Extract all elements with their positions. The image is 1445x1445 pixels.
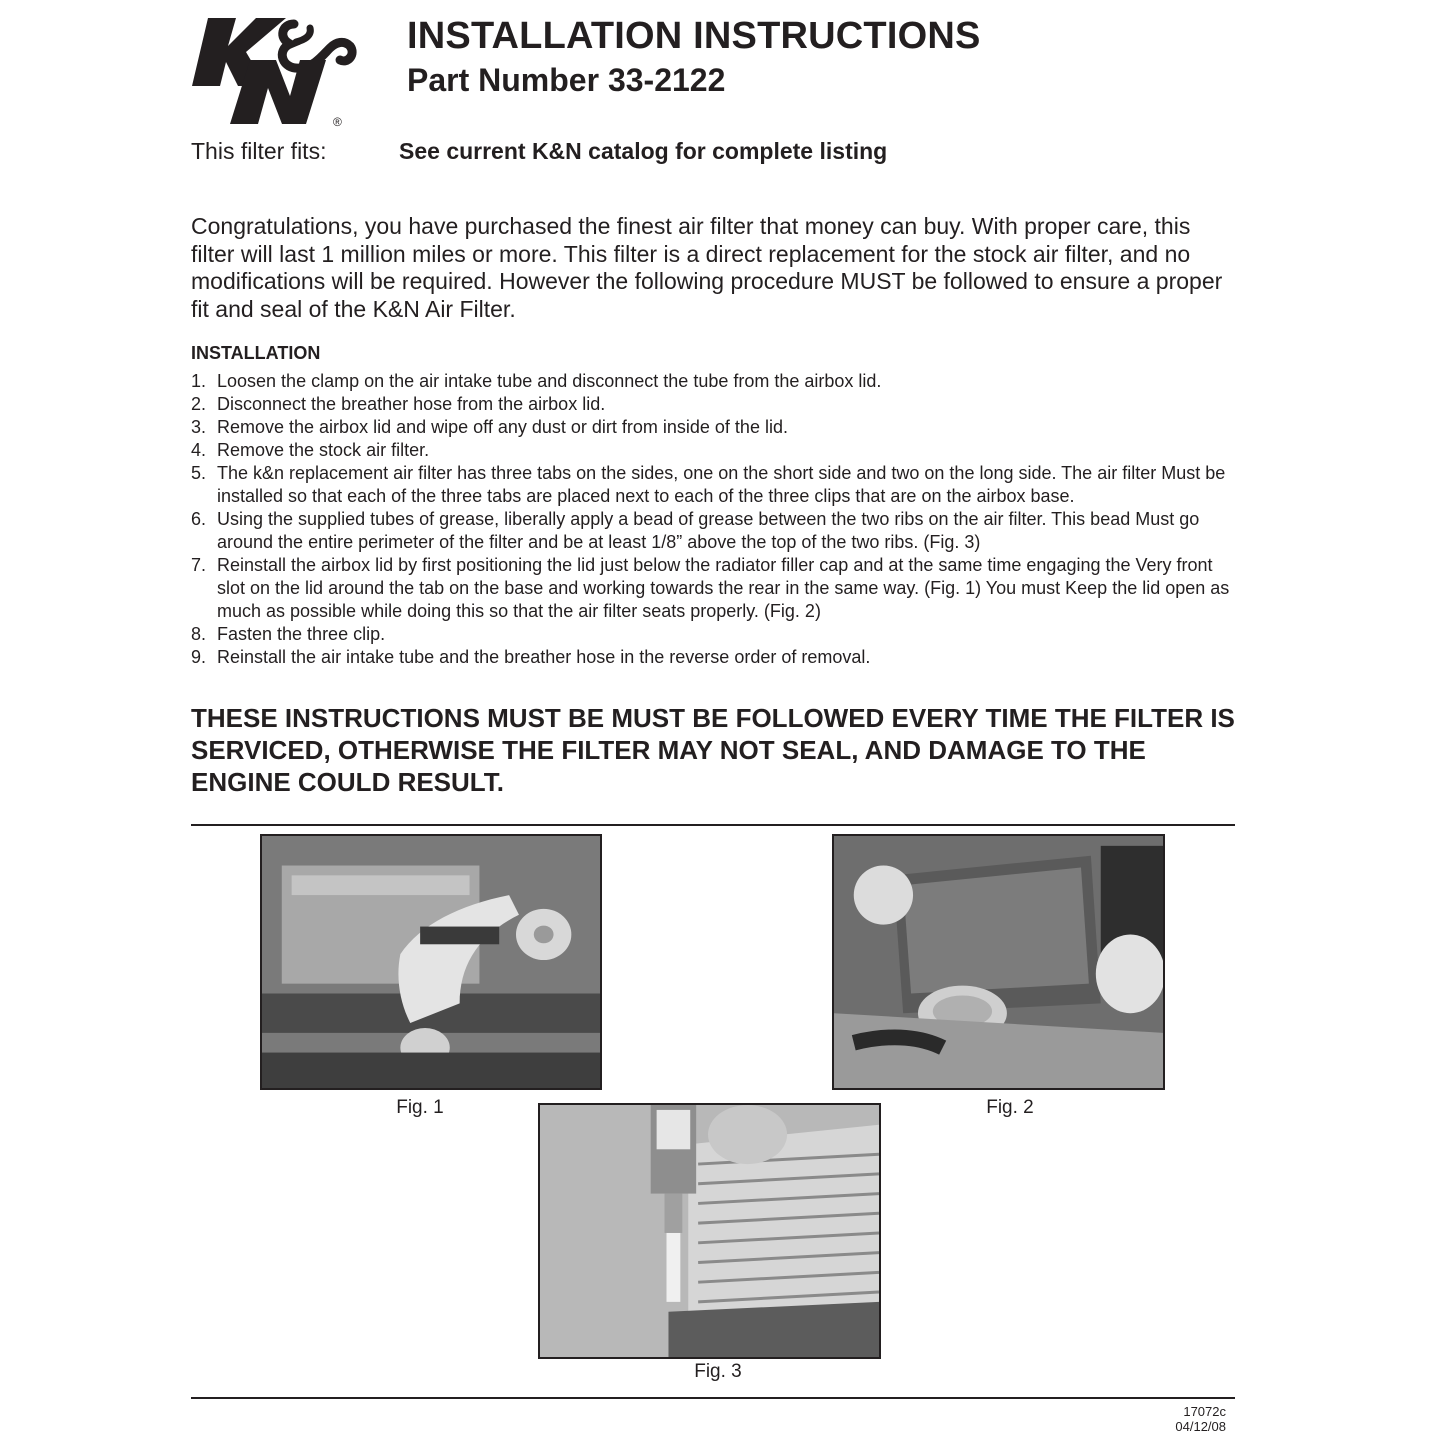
fig2-caption: Fig. 2 <box>986 1097 1034 1118</box>
step-number: 5. <box>191 463 207 483</box>
divider-top <box>191 824 1235 826</box>
kn-logo <box>190 16 362 128</box>
fig2-photo <box>832 834 1165 1090</box>
step-number: 4. <box>191 440 207 460</box>
step-item <box>191 462 1236 508</box>
step-number: 3. <box>191 417 207 437</box>
step-text: Fasten the three clip. <box>217 624 386 644</box>
step-number: 6. <box>191 509 207 529</box>
step-item <box>191 416 1236 439</box>
step-item <box>191 554 1236 623</box>
fits-value: See current K&N catalog for complete listing <box>399 138 888 164</box>
fig3-photo <box>538 1103 881 1359</box>
step-item <box>191 508 1236 554</box>
step-number: 8. <box>191 624 207 644</box>
step-number: 9. <box>191 647 207 667</box>
installation-steps <box>191 370 1236 669</box>
page-title: INSTALLATION INSTRUCTIONS <box>407 15 981 57</box>
step-number: 7. <box>191 555 207 575</box>
fig1-photo <box>260 834 602 1090</box>
step-item <box>191 439 1236 462</box>
step-number: 2. <box>191 394 207 414</box>
step-item <box>191 646 1236 669</box>
part-number: Part Number 33-2122 <box>407 62 726 98</box>
step-text: The k&n replacement air filter has three tabs on the sides, one on the short side and two on the long side. The air filter Must be installed so that each of the three tabs are placed next to each of the three clips that are on the airbox base. <box>217 463 1226 506</box>
step-text: Disconnect the breather hose from the airbox lid. <box>217 394 606 414</box>
step-text: Using the supplied tubes of grease, liberally apply a bead of grease between the two ribs on the air filter. This bead Must go around the entire perimeter of the filter and be at least 1/8” above the top of the two ribs. (Fig. 3) <box>217 509 1200 552</box>
step-item <box>191 623 1236 646</box>
step-text: Reinstall the air intake tube and the breather hose in the reverse order of removal. <box>217 647 871 667</box>
doc-code: 17072c <box>1183 1404 1226 1419</box>
step-item <box>191 370 1236 393</box>
step-text: Remove the airbox lid and wipe off any dust or dirt from inside of the lid. <box>217 417 788 437</box>
doc-date: 04/12/08 <box>1175 1419 1226 1434</box>
step-number: 1. <box>191 371 207 391</box>
step-text: Loosen the clamp on the air intake tube and disconnect the tube from the airbox lid. <box>217 371 882 391</box>
installation-heading: INSTALLATION <box>191 343 321 363</box>
warning-notice: THESE INSTRUCTIONS MUST BE MUST BE FOLLOWED EVERY TIME THE FILTER IS SERVICED, OTHERWISE THE FILTER MAY NOT SEAL, AND DAMAGE TO THE ENGINE COULD RESULT. <box>191 703 1235 797</box>
fig1-caption: Fig. 1 <box>396 1097 444 1118</box>
step-text: Remove the stock air filter. <box>217 440 430 460</box>
step-text: Reinstall the airbox lid by first positioning the lid just below the radiator filler cap and at the same time engaging the Very front slot on the lid around the tab on the base and working towards the rear in the same way. (Fig. 1) You must Keep the lid open as much as possible while doing this so that the air filter seats properly. (Fig. 2) <box>217 555 1230 621</box>
intro-paragraph: Congratulations, you have purchased the finest air filter that money can buy. With proper care, this filter will last 1 million miles or more. This filter is a direct replacement for the stock air filter, and no modifications will be required. However the following procedure MUST be followed to ensure a proper fit and seal of the K&N Air Filter. <box>191 213 1223 322</box>
divider-bottom <box>191 1397 1235 1399</box>
registered-mark: ® <box>333 115 342 128</box>
fits-label: This filter fits: <box>191 138 327 164</box>
step-item <box>191 393 1236 416</box>
fig3-caption: Fig. 3 <box>694 1361 742 1382</box>
